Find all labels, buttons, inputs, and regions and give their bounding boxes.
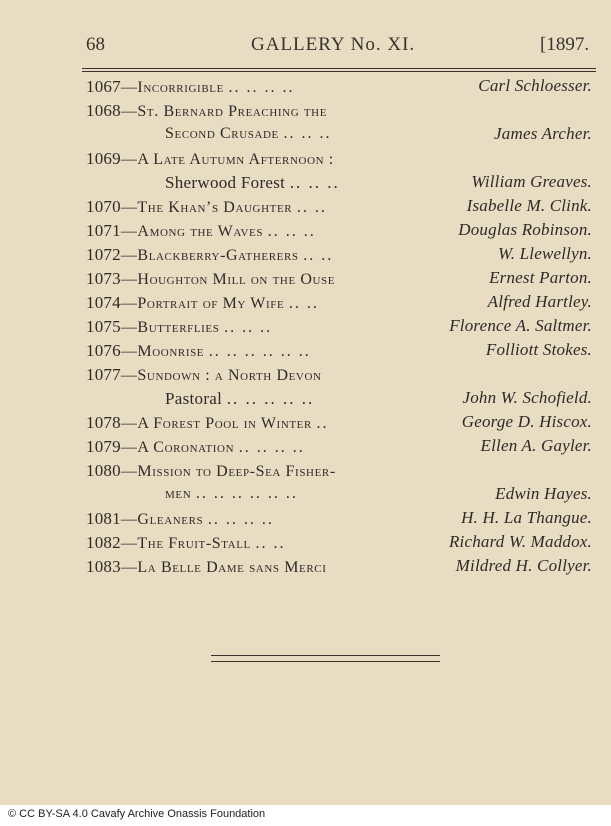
catalogue-entry: 1078—A Forest Pool in Winter .. George D. Hiscox.: [86, 412, 592, 432]
end-rule: [211, 655, 440, 662]
entry-number: 1073: [86, 269, 121, 288]
entry-title-continuation: Sherwood Forest: [165, 173, 286, 192]
entry-artist: Edwin Hayes.: [495, 484, 592, 503]
catalogue-entry: 1072—Blackberry-Gatherers .. .. W. Llewellyn.: [86, 244, 592, 264]
entry-title: Portrait of My Wife: [137, 295, 285, 312]
entry-number: 1072: [86, 245, 121, 264]
entry-artist: Ellen A. Gayler.: [480, 436, 592, 455]
catalogue-entry: 1083—La Belle Dame sans Merci Mildred H. Collyer.: [86, 556, 592, 576]
catalogue-entry: 1081—Gleaners .. .. .. .. H. H. La Thangue.: [86, 508, 592, 528]
dot-leader: ..: [316, 415, 329, 432]
entry-artist: James Archer.: [494, 124, 592, 143]
page-number: 68: [86, 34, 105, 55]
catalogue-entry: 1069—A Late Autumn Afternoon :: [86, 149, 334, 168]
entry-title: Mission to Deep-Sea Fisher-: [137, 463, 336, 480]
dot-leader: .. ..: [255, 535, 286, 552]
entry-title: A Forest Pool in Winter: [137, 415, 312, 432]
entry-title: Moonrise: [137, 343, 205, 360]
dot-leader: .. .. ..: [283, 125, 332, 142]
entry-title: St. Bernard Preaching the: [137, 103, 328, 120]
catalogue-entry: 1074—Portrait of My Wife .. .. Alfred Hartley.: [86, 292, 592, 312]
header-rule: [82, 68, 596, 72]
entry-title: A Late Autumn Afternoon :: [137, 151, 334, 168]
entry-title: The Khan’s Daughter: [137, 199, 293, 216]
entry-title-continuation: men: [165, 485, 192, 502]
entry-title: A Coronation: [137, 439, 235, 456]
entry-number: 1067: [86, 77, 121, 96]
entry-title-continuation: Second Crusade: [165, 125, 279, 142]
entry-artist: Florence A. Saltmer.: [449, 316, 592, 335]
entry-title: Blackberry-Gatherers: [137, 247, 299, 264]
catalogue-list: [86, 77, 596, 581]
page-title: GALLERY No. XI.: [251, 34, 416, 55]
entry-number: 1082: [86, 533, 121, 552]
dot-leader: .. .. ..: [224, 319, 273, 336]
catalogue-entry-continuation: [86, 485, 596, 509]
catalogue-entry: 1070—The Khan’s Daughter .. .. Isabelle M. Clink.: [86, 196, 592, 216]
catalogue-entry: 1082—The Fruit-Stall .. .. Richard W. Maddox.: [86, 532, 592, 552]
entry-number: 1076: [86, 341, 121, 360]
entry-number: 1078: [86, 413, 121, 432]
catalogue-entry-continuation: [86, 389, 596, 413]
entry-title: Butterflies: [137, 319, 220, 336]
entry-title: Incorrigible: [137, 79, 224, 96]
entry-number: 1074: [86, 293, 121, 312]
entry-artist: Alfred Hartley.: [487, 292, 592, 311]
dot-leader: .. .. ..: [267, 223, 316, 240]
dot-leader: .. .. .. ..: [228, 79, 295, 96]
entry-artist: Folliott Stokes.: [485, 340, 592, 359]
entry-artist: Isabelle M. Clink.: [466, 196, 592, 215]
catalogue-entry: 1071—Among the Waves .. .. .. Douglas Robinson.: [86, 220, 592, 240]
catalogue-entry: 1068—St. Bernard Preaching the: [86, 101, 328, 120]
catalogue-entry: 1067—Incorrigible .. .. .. .. Carl Schloesser.: [86, 76, 592, 96]
entry-artist: W. Llewellyn.: [497, 244, 592, 263]
entry-number: 1080: [86, 461, 121, 480]
entry-artist: H. H. La Thangue.: [461, 508, 592, 527]
catalogue-entry-continuation: [86, 125, 596, 149]
catalogue-entry: 1080—Mission to Deep-Sea Fisher-: [86, 461, 336, 480]
dot-leader: .. .. .. .. .. ..: [208, 343, 311, 360]
dot-leader: .. .. .. .. ..: [226, 389, 315, 408]
entry-number: 1070: [86, 197, 121, 216]
header-year: [1897.: [540, 34, 590, 55]
catalogue-entry: 1077—Sundown : a North Devon: [86, 365, 322, 384]
entry-number: 1071: [86, 221, 121, 240]
catalogue-entry: 1079—A Coronation .. .. .. .. Ellen A. Gayler.: [86, 436, 592, 456]
running-header: [0, 34, 611, 58]
entry-title: The Fruit-Stall: [137, 535, 251, 552]
dot-leader: .. ..: [288, 295, 319, 312]
entry-number: 1079: [86, 437, 121, 456]
entry-artist: Carl Schloesser.: [478, 76, 592, 95]
dot-leader: .. .. .. .. .. ..: [195, 485, 298, 502]
entry-title: Gleaners: [137, 511, 204, 528]
entry-artist: Richard W. Maddox.: [448, 532, 592, 551]
entry-number: 1068: [86, 101, 121, 120]
entry-title: Sundown : a North Devon: [137, 367, 322, 384]
entry-artist: Mildred H. Collyer.: [455, 556, 592, 575]
dot-leader: .. .. .. ..: [207, 511, 274, 528]
entry-number: 1081: [86, 509, 121, 528]
dot-leader: .. .. ..: [289, 173, 340, 192]
entry-number: 1069: [86, 149, 121, 168]
entry-number: 1083: [86, 557, 121, 576]
copyright-credit: © CC BY-SA 4.0 Cavafy Archive Onassis Foundation: [8, 808, 266, 820]
entry-title: Houghton Mill on the Ouse: [137, 271, 336, 288]
catalogue-entry: 1075—Butterflies .. .. .. Florence A. Saltmer.: [86, 316, 592, 336]
entry-title: La Belle Dame sans Merci: [137, 559, 327, 576]
entry-title-continuation: Pastoral: [165, 389, 223, 408]
entry-number: 1075: [86, 317, 121, 336]
catalogue-entry: 1076—Moonrise .. .. .. .. .. .. Folliott Stokes.: [86, 340, 592, 360]
entry-number: 1077: [86, 365, 121, 384]
catalogue-entry: 1073—Houghton Mill on the Ouse Ernest Parton.: [86, 268, 592, 288]
entry-artist: William Greaves.: [471, 172, 592, 191]
dot-leader: .. .. .. ..: [238, 439, 305, 456]
catalogue-entry-continuation: [86, 173, 596, 197]
dot-leader: .. ..: [303, 247, 334, 264]
entry-artist: Ernest Parton.: [489, 268, 592, 287]
dot-leader: .. ..: [296, 199, 327, 216]
entry-title: Among the Waves: [137, 223, 264, 240]
entry-artist: George D. Hiscox.: [461, 412, 592, 431]
entry-artist: John W. Schofield.: [462, 388, 592, 407]
entry-artist: Douglas Robinson.: [458, 220, 592, 239]
